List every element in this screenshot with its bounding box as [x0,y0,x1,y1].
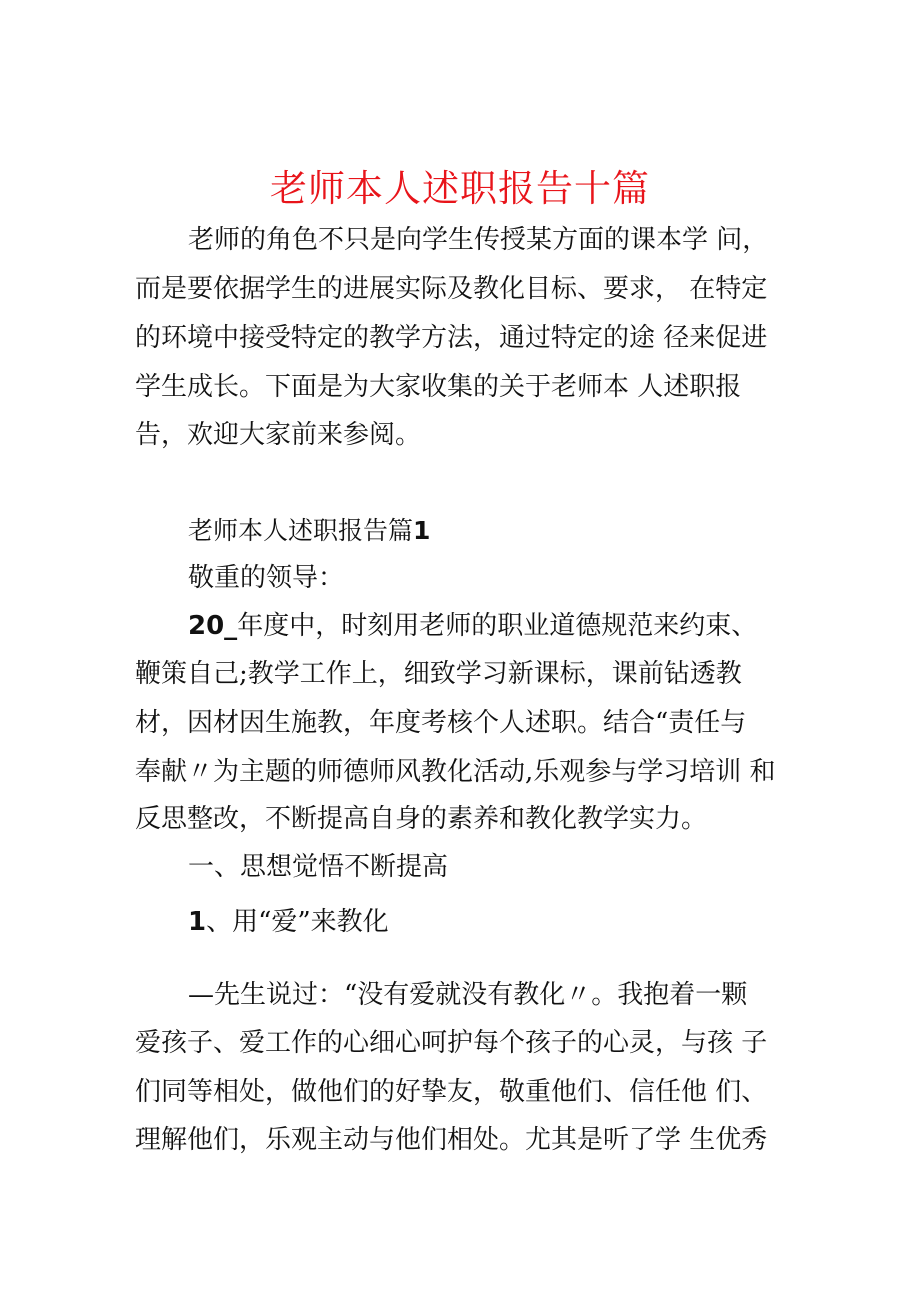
heading-one: 一、思想觉悟不断提高 [188,852,449,882]
para1-lead-number: 20_ [188,611,238,641]
intro-line-1: 老师的角色不只是向学生传授某方面的课本学 问， [188,225,769,255]
para2-line-1: —先生说过：“没有爱就没有教化〃。我抱着一颗 [188,980,748,1010]
para1-line-5: 反思整改，不断提高自身的素养和教化教学实力。 [135,804,708,834]
section-heading-text: 老师本人述职报告篇 [188,516,414,545]
salutation: 敬重的领导： [188,563,345,593]
section-heading-number: 1 [413,516,431,545]
heading-sub [188,909,389,935]
intro-line-4: 学生成长。下面是为大家收集的关于老师本 人述职报 [135,372,742,402]
para1-line-2: 鞭策自己;教学工作上，细致学习新课标，课前钻透教 [135,659,742,689]
intro-line-2: 而是要依据学生的进展实际及教化目标、要求， 在特定 [135,274,768,304]
para1-line-1 [188,613,757,639]
para2-line-4: 理解他们，乐观主动与他们相处。尤其是听了学 生优秀 [135,1125,768,1155]
heading-sub-number: 1 [188,907,207,937]
document-title: 老师本人述职报告十篇 [270,167,650,210]
para1-line-1-text: 年度中，时刻用老师的职业道德规范来约束、 [237,611,758,641]
para1-line-4: 奉献〃为主题的师德师风教化活动,乐观参与学习培训 和 [135,757,776,787]
heading-sub-text: 、用“爱”来教化 [206,907,389,937]
para1-line-3: 材，因材因生施教，年度考核个人述职。结合“责任与 [135,708,747,738]
intro-line-5: 告，欢迎大家前来参阅。 [135,420,422,450]
para2-line-2: 爱孩子、爱工作的心细心呵护每个孩子的心灵，与孩 子 [135,1028,768,1058]
section-heading [188,518,430,543]
para2-line-3: 们同等相处，做他们的好挚友，敬重他们、信任他 们、 [135,1077,768,1107]
intro-line-3: 的环境中接受特定的教学方法，通过特定的途 径来促进 [135,323,768,353]
